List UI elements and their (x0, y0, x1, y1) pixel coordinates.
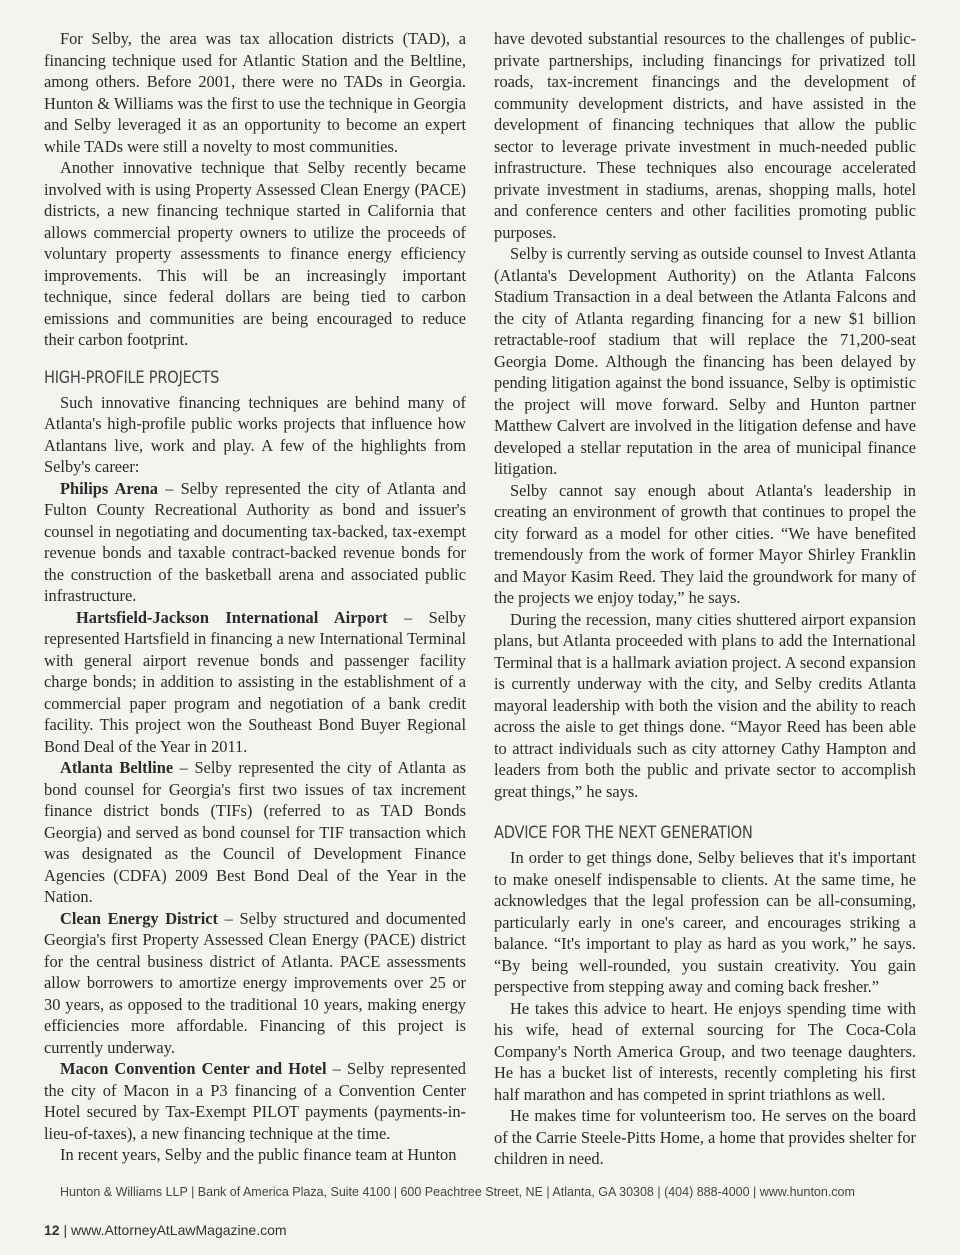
project-philips-arena (44, 478, 466, 607)
page-footer (44, 1222, 287, 1238)
project-description: – Selby structured and documented Georgia's first Property Assessed Clean Energy (PACE) district for the central business district of Atlanta. PACE assessments allow borrowers to amortize energy improvements over 25 or 30 years, as opposed to the traditional 10 years, making energy efficiencies more affordable. Financing of this project is currently underway. (44, 908, 466, 1057)
project-description: – Selby represented Hartsfield in financing a new International Terminal with general airport revenue bonds and passenger facility charge bonds; in addition to assisting in the establishment of a commercial paper program and negotiation of a bank credit facility. This project won the Southeast Bond Buyer Regional Bond Deal of the Year in 2011. (44, 607, 466, 756)
project-description: – Selby represented the city of Macon in a P3 financing of a Convention Center Hotel secured by Tax-Exempt PILOT payments (payments-in-lieu-of-taxes), a new financing technique at the time. (44, 1059, 467, 1143)
paragraph: Selby is currently serving as outside counsel to Invest Atlanta (Atlanta's Development Authority) on the Atlanta Falcons Stadium Transaction in a deal between the Atlanta Falcons and the city of Atlanta regarding financing for a new $1 billion retractable-roof stadium that will replace the 71,200-seat Georgia Dome. Although the financing has been delayed by pending litigation against the bond issuance, Selby is optimistic the project will move forward. Selby and Hunton partner Matthew Calvert are involved in the litigation defense and have developed a stellar reputation in the area of municipal finance litigation. (494, 244, 916, 478)
paragraph: In order to get things done, Selby believes that it's important to make oneself indispensable to clients. At the same time, he acknowledges that the legal profession can be all-consuming, particularly early in one's career, and encourages striking a balance. “It's important to play as hard as you work,” he says. “By being well-rounded, you sustain creativity. You gain perspective from stepping away and coming back fresher.” (494, 848, 916, 996)
section-heading-high-profile-projects: HIGH-PROFILE PROJECTS (44, 367, 220, 388)
section-heading-advice: ADVICE FOR THE NEXT GENERATION (494, 823, 753, 843)
project-name: Hartsfield-Jackson International Airport (76, 607, 388, 627)
project-description: – Selby represented the city of Atlanta as bond counsel for Georgia's first two issues of tax increment finance district bonds (TIFs) (referred to as TAD Bonds Georgia) and served as bond counsel for TIF transaction which was designated as the Council of Development Finance Agencies (CDFA) 2009 Best Bond Deal of the Year in the Nation. (44, 758, 466, 906)
project-name: Atlanta Beltline (60, 758, 174, 777)
project-hartsfield-jackson (44, 607, 466, 758)
paragraph: Such innovative financing techniques are behind many of Atlanta's high-profile public works projects that influence how Atlantans live, work and play. A few of the highlights from Selby's career: (44, 392, 466, 476)
paragraph: For Selby, the area was tax allocation districts (TAD), a financing technique used for Atlantic Station and the Beltline, among others. Before 2001, there were no TADs in Georgia. Hunton & Williams was the first to use the technique in Georgia and Selby leveraged it as an opportunity to become an expert while TADs were still a novelty to most communities. (44, 29, 466, 156)
paragraph: Selby cannot say enough about Atlanta's leadership in creating an environment of growth that continues to propel the city forward as a model for other cities. “We have benefited tremendously from the work of former Mayor Shirley Franklin and Mayor Kasim Reed. They laid the groundwork for many of the projects we enjoy today,” he says. (494, 480, 916, 607)
project-atlanta-beltline (44, 757, 466, 908)
paragraph: He takes this advice to heart. He enjoys spending time with his wife, head of external sourcing for The Coca-Cola Company's North America Group, and two teenage daughters. He has a bucket list of interests, recently completing his first half marathon and has competed in sprint triathlons as well. (494, 998, 916, 1104)
paragraph: have devoted substantial resources to the challenges of public-private partnerships, including financings for privatized toll roads, tax-increment financings and the development of community development districts, and have assisted in the development of financing techniques that allow the public sector to leverage private investment in much-needed public infrastructure. These techniques also encourage accelerated private investment in stadiums, arenas, shopping malls, hotel and conference centers and other facilities promoting public purposes. (494, 29, 916, 242)
paragraph: Another innovative technique that Selby recently became involved with is using Property Assessed Clean Energy (PACE) districts, a new financing technique started in California that allows commercial property owners to utilize the proceeds of voluntary property assessments to finance energy efficiency improvements. This will be an increasingly important technique, since federal dollars are being tied to carbon emissions and communities are being encouraged to reduce their carbon footprint. (44, 158, 466, 349)
left-column (44, 28, 466, 1166)
project-description: – Selby represented the city of Atlanta and Fulton County Recreational Authority as bond and issuer's counsel in negotiating and documenting tax-backed, tax-exempt revenue bonds and taxable contract-backed revenue bonds for the construction of the basketball arena and associated public infrastructure. (44, 478, 466, 605)
paragraph: He makes time for volunteerism too. He serves on the board of the Carrie Steele-Pitts Home, a home that provides shelter for children in need. (494, 1106, 916, 1168)
project-name: Macon Convention Center and Hotel (60, 1059, 327, 1078)
paragraph: During the recession, many cities shuttered airport expansion plans, but Atlanta proceeded with plans to add the International Terminal that is a hallmark aviation project. A second expansion is currently underway with the city, and Selby credits Atlanta mayoral leadership with both the vision and the ability to reach across the aisle to get things done. “Mayor Reed has been able to attract individuals such as city attorney Cathy Hampton and leaders from both the public and private sector to accomplish great things,” he says. (494, 609, 916, 801)
project-clean-energy-district (44, 908, 466, 1059)
page-number: 12 (44, 1222, 60, 1238)
project-name: Clean Energy District (60, 908, 219, 928)
right-column (494, 28, 916, 1170)
firm-contact-footer: Hunton & Williams LLP | Bank of America Plaza, Suite 4100 | 600 Peachtree Street, NE | Atlanta, GA 30308 | (404) 888-4000 | www.hunton.com (60, 1185, 855, 1199)
project-macon-convention-center (44, 1058, 466, 1144)
project-name: Philips Arena (60, 478, 158, 498)
magazine-website: | www.AttorneyAtLawMagazine.com (59, 1222, 287, 1238)
paragraph: In recent years, Selby and the public finance team at Hunton (60, 1145, 457, 1164)
